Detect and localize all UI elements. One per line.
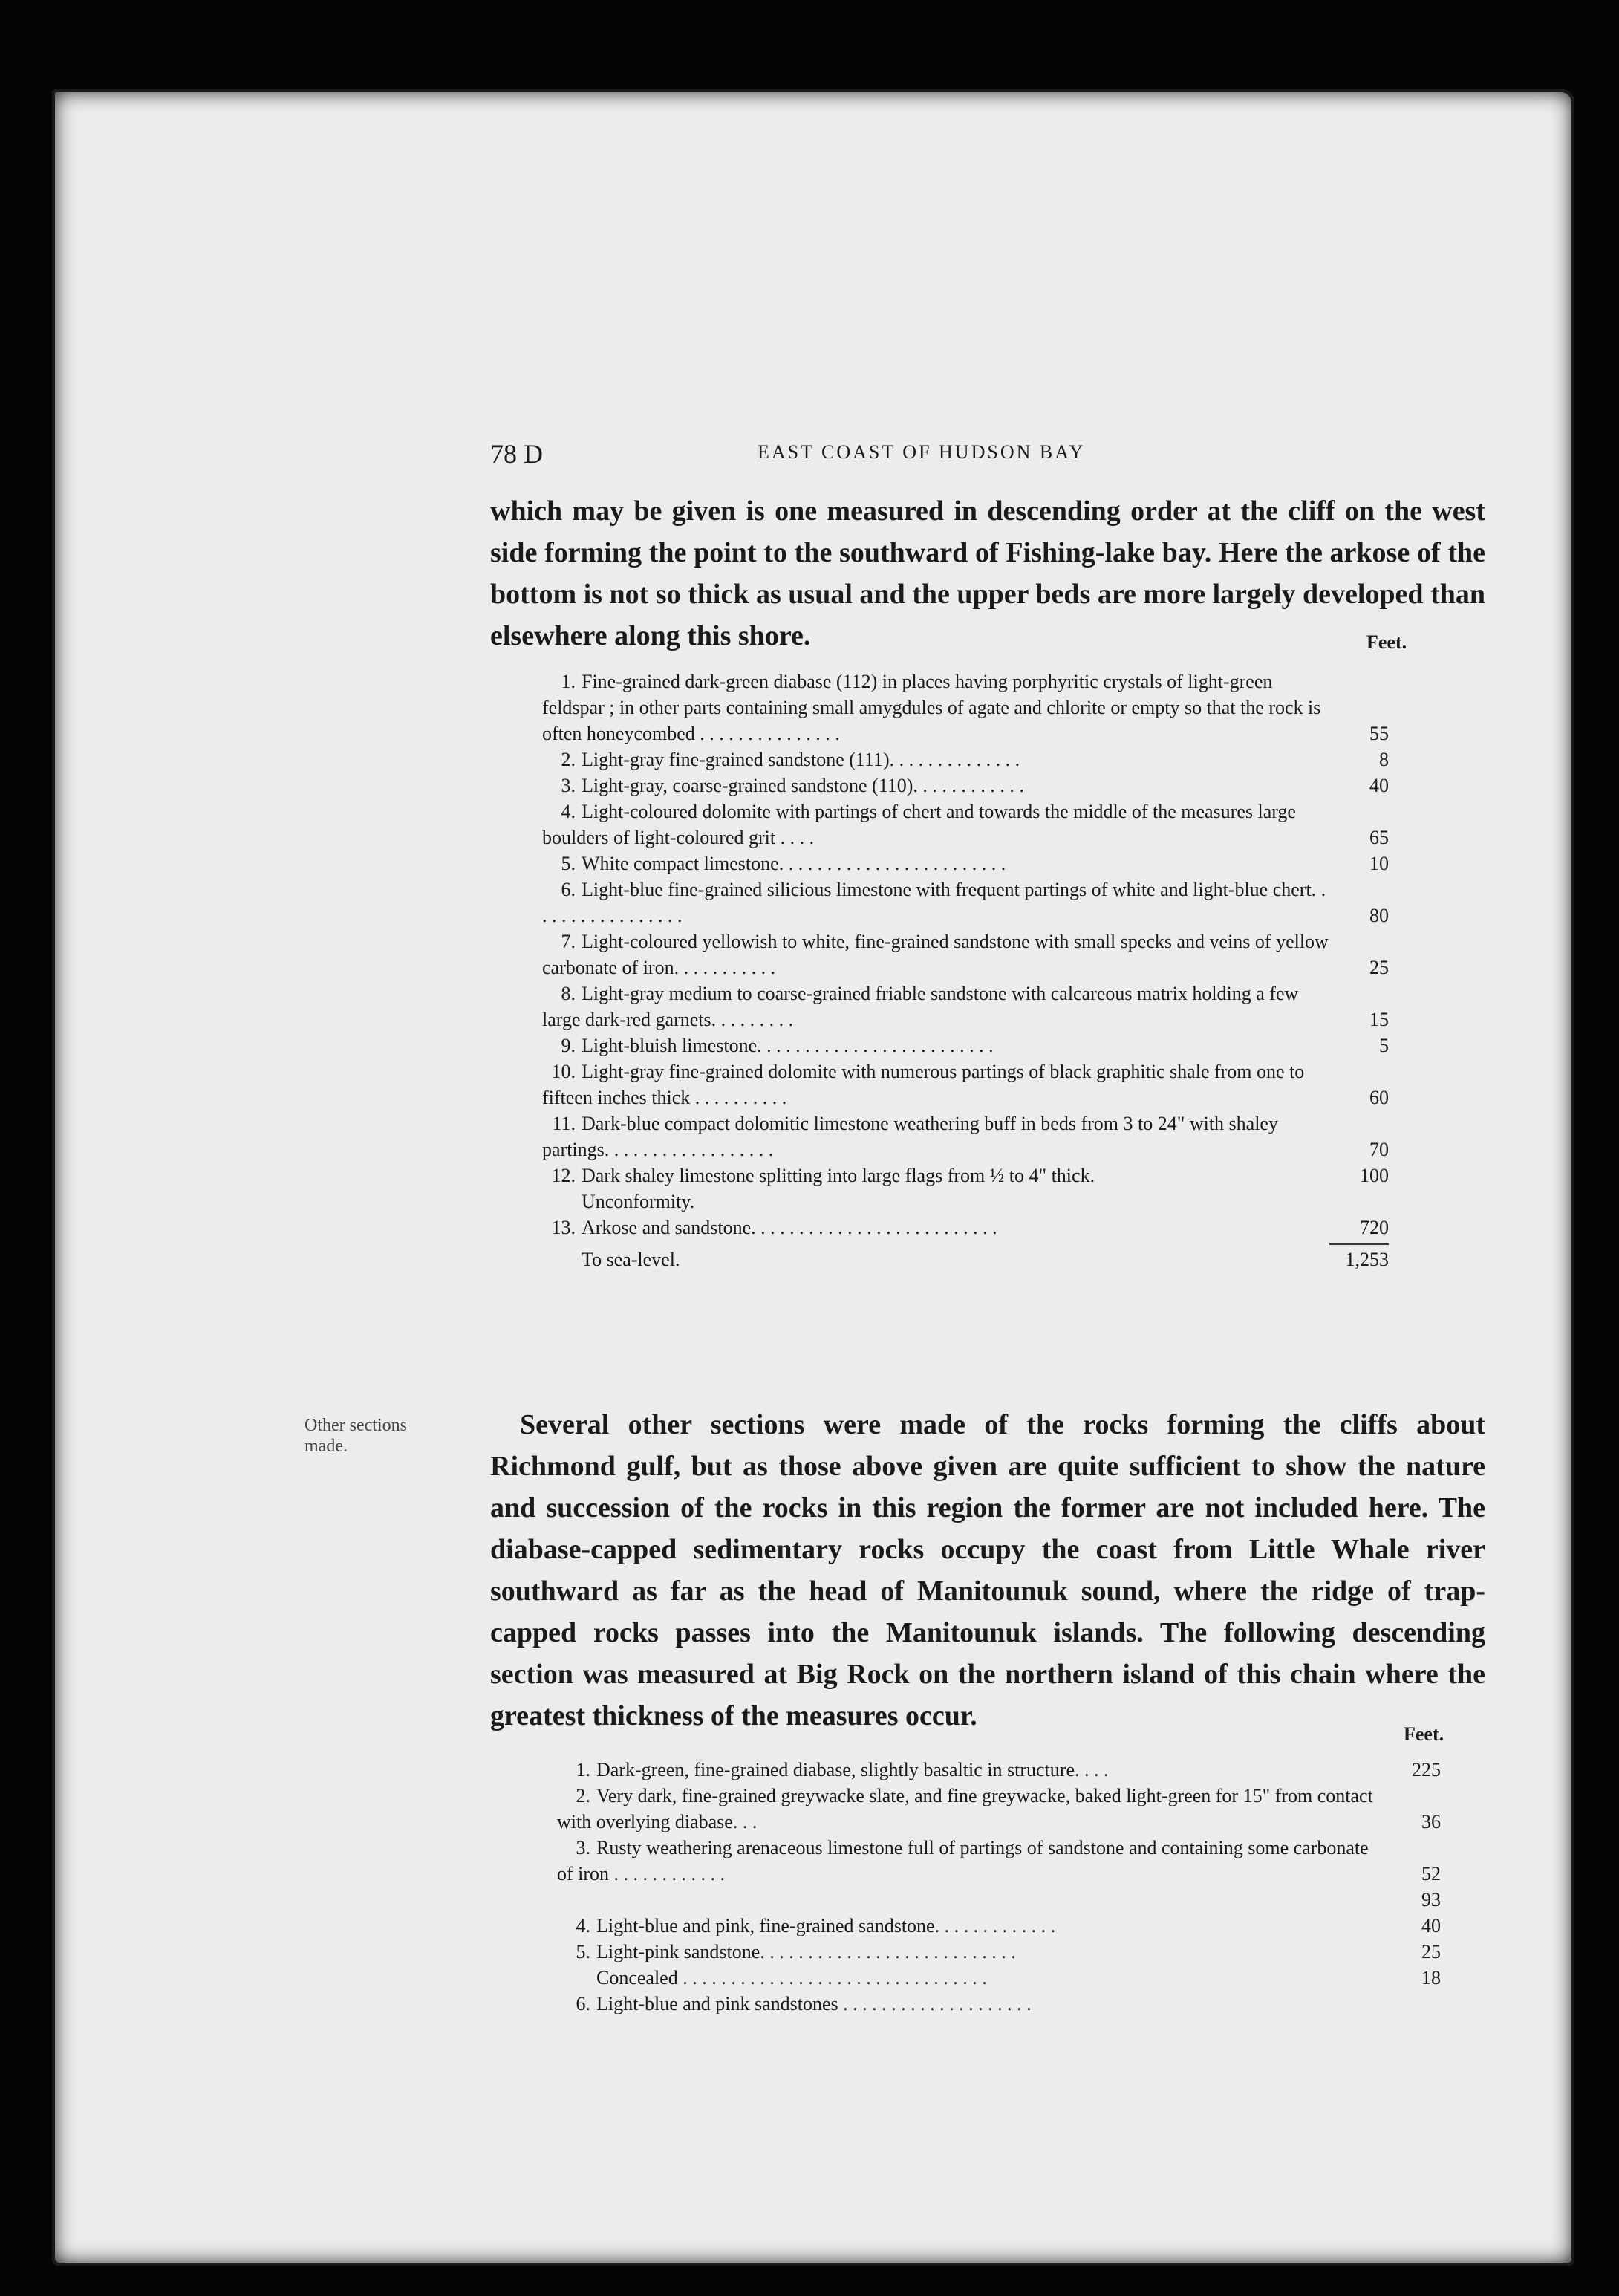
page-header [490, 438, 1456, 483]
feet-value: 40 [1421, 1915, 1441, 1936]
table-row: 9. Light-bluish limestone. . . . . . . . . . . . . . . . . . . . . . . . . 5 [542, 1032, 1389, 1058]
total-label: To sea-level. [582, 1249, 680, 1270]
table-row: 6. Light-blue fine-grained silicious limestone with frequent partings of white and light-blue chert. . . . . . . . . . . . . . . . . 80 [542, 877, 1389, 929]
section1-total-row [542, 1246, 1389, 1272]
section1-unit-label: Feet. [1366, 631, 1407, 653]
feet-value: 25 [1369, 957, 1389, 978]
table-row: 12. Dark shaley limestone splitting into large flags from ½ to 4" thick. 100 [542, 1162, 1389, 1188]
table-row: 13. Arkose and sandstone. . . . . . . . . . . . . . . . . . . . . . . . . . 720 [542, 1214, 1389, 1240]
feet-value: 720 [1360, 1217, 1389, 1238]
intro-paragraph-text: which may be given is one measured in descending order at the cliff on the west side forming the point to the southward of Fishing-lake bay. Here the arkose of the bottom is not so thick as usual and the upper beds are more largely developed than elsewhere along this shore. [490, 495, 1485, 651]
scanned-page-sheet [52, 89, 1574, 2266]
page-content [304, 305, 1493, 2236]
feet-value: 18 [1421, 1967, 1441, 1988]
feet-value: 80 [1369, 905, 1389, 926]
feet-value: 36 [1421, 1811, 1441, 1832]
page-number: 78 D [490, 439, 543, 469]
feet-value: 55 [1369, 723, 1389, 744]
table-row: 2. Light-gray fine-grained sandstone (111). . . . . . . . . . . . . . 8 [542, 747, 1389, 773]
feet-value: 52 [1421, 1863, 1441, 1884]
feet-value: 70 [1369, 1139, 1389, 1160]
table-row: 3. Light-gray, coarse-grained sandstone (110). . . . . . . . . . . . 40 [542, 773, 1389, 799]
feet-value: 40 [1369, 775, 1389, 796]
table-row: 1. Dark-green, fine-grained diabase, slightly basaltic in structure. . . . 225 [557, 1757, 1441, 1783]
table-row: 2. Very dark, fine-grained greywacke slate, and fine greywacke, baked light-green for 15" from contact with overlying diabase. . . 36 [557, 1783, 1441, 1835]
feet-value: 25 [1421, 1941, 1441, 1962]
table-row: 8. Light-gray medium to coarse-grained friable sandstone with calcareous matrix holding a few large dark-red garnets. . . . . . . . . 15 [542, 980, 1389, 1032]
feet-value: 60 [1369, 1087, 1389, 1108]
table-row: 3. Rusty weathering arenaceous limestone full of partings of sandstone and containing some carbonate of iron . . . . . . . . . . . . 52 [557, 1835, 1441, 1887]
table-row: 10. Light-gray fine-grained dolomite with numerous partings of black graphitic shale from one to fifteen inches thick . . . . . . . . . . 60 [542, 1058, 1389, 1110]
feet-value: 225 [1412, 1759, 1441, 1780]
feet-value: 100 [1360, 1165, 1389, 1186]
table-row: 6. Light-blue and pink sandstones . . . . . . . . . . . . . . . . . . . . [576, 1993, 1032, 2014]
table-row [557, 1887, 1441, 1913]
running-head: EAST COAST OF HUDSON BAY [758, 441, 1086, 463]
section2-table [557, 1757, 1441, 2017]
feet-value: 65 [1369, 827, 1389, 848]
table-row: 1. Fine-grained dark-green diabase (112) in places having porphyritic crystals of light-green feldspar ; in other parts containing small amygdules of agate and chlorite or empty so that the rock is often honeycombed . . . . . . . . . . . . . . . 55 [542, 669, 1389, 747]
total-value: 1,253 [1345, 1249, 1389, 1270]
feet-value: 15 [1369, 1009, 1389, 1030]
feet-value: 10 [1369, 853, 1389, 874]
table-row: 5. White compact limestone. . . . . . . . . . . . . . . . . . . . . . . . 10 [542, 851, 1389, 877]
table-row: 4. Light-coloured dolomite with partings of chert and towards the middle of the measures large boulders of light-coloured grit . . . . 65 [542, 799, 1389, 851]
section2-unit-label: Feet. [1404, 1723, 1444, 1745]
body-paragraph-text: Several other sections were made of the rocks forming the cliffs about Richmond gulf, but as those above given are quite sufficient to show the nature and succession of the rocks in this region the former are not included here. The diabase-capped sedimentary rocks occupy the coast from Little Whale river southward as far as the head of Manitounuk sound, where the ridge of trap-capped rocks passes into the Manitounuk islands. The following descending section was measured at Big Rock on the northern island of this chain where the greatest thickness of the measures occur. [490, 1409, 1485, 1731]
intro-paragraph [490, 490, 1485, 657]
table-row: 7. Light-coloured yellowish to white, fine-grained sandstone with small specks and veins of yellow carbonate of iron. . . . . . . . . . . 25 [542, 929, 1389, 980]
table-row: Unconformity. [582, 1191, 695, 1212]
table-row: 5. Light-pink sandstone. . . . . . . . . . . . . . . . . . . . . . . . . . . 25 [557, 1939, 1441, 1965]
table-row: 11. Dark-blue compact dolomitic limestone weathering buff in beds from 3 to 24" with shaley partings. . . . . . . . . . . . . . . . . . 70 [542, 1110, 1389, 1162]
table-row: Concealed . . . . . . . . . . . . . . . . . . . . . . . . . . . . . . . . 18 [557, 1965, 1441, 1991]
margin-note: Other sections made. [304, 1416, 407, 1456]
body-paragraph [490, 1404, 1485, 1737]
section1-table [542, 669, 1389, 1272]
feet-value: 5 [1379, 1035, 1389, 1056]
total-rule [1329, 1243, 1389, 1245]
feet-value: 8 [1379, 749, 1389, 770]
table-row: 4. Light-blue and pink, fine-grained sandstone. . . . . . . . . . . . . 40 [557, 1913, 1441, 1939]
feet-value: 93 [1421, 1889, 1441, 1910]
